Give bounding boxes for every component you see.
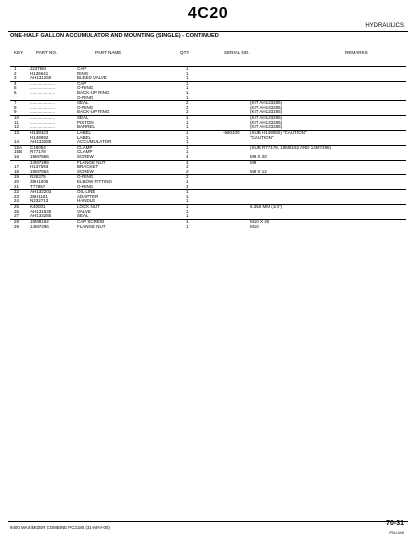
row-part-name: BARREL xyxy=(77,124,96,130)
row-part-name: FLANGE NUT xyxy=(77,159,106,165)
row-key: 2 xyxy=(14,70,17,76)
row-remarks: (SUB R77178, 19M8162 AND 14M7296) xyxy=(250,144,332,150)
parts-table xyxy=(10,66,406,229)
row-part-no: 14M7296 xyxy=(30,223,49,229)
row-key: 6 xyxy=(14,90,17,96)
row-part-name: O-RING xyxy=(77,174,94,180)
row-part-name: SEAL xyxy=(77,213,89,219)
row-part-name: CLAMP xyxy=(77,144,93,150)
row-part-no: AH131535 xyxy=(30,208,52,214)
row-key: 24 xyxy=(14,198,20,204)
row-qty: 1 xyxy=(186,90,189,96)
row-key: 12 xyxy=(14,124,20,130)
row-part-name: BACK-UP RING xyxy=(77,90,110,96)
row-part-name: SCREW xyxy=(77,168,94,174)
column-header-remarks: REMARKS xyxy=(345,50,368,55)
row-part-name: LABEL xyxy=(77,134,92,140)
row-part-no: .................... xyxy=(30,115,56,121)
row-qty: 1 xyxy=(186,179,189,185)
row-part-name: RING xyxy=(77,70,89,76)
row-part-no: .................... xyxy=(30,124,56,130)
row-qty: 1 xyxy=(186,208,189,214)
column-header-part-no: PART NO. xyxy=(36,50,58,55)
row-qty: 4 xyxy=(186,153,189,159)
page-title: 4C20 xyxy=(187,5,229,22)
row-qty: 1 xyxy=(186,119,189,125)
row-part-no: .................... xyxy=(30,100,56,106)
row-qty: 1 xyxy=(186,144,189,150)
row-key: 23 xyxy=(14,193,20,199)
row-key: 4 xyxy=(14,80,17,86)
row-key: 28 xyxy=(14,218,20,224)
row-qty: 2 xyxy=(186,100,189,106)
row-part-name: SEAL xyxy=(77,115,89,121)
row-qty: 1 xyxy=(186,80,189,86)
row-part-name: CLAMP xyxy=(77,149,93,155)
row-qty: 1 xyxy=(186,75,189,81)
row-key: 20 xyxy=(14,179,20,185)
row-key: 7 xyxy=(14,100,17,106)
row-part-name: PISTON xyxy=(77,119,94,125)
row-key: 15A xyxy=(14,144,23,150)
row-part-name: LOCK NUT xyxy=(77,204,100,210)
header-divider xyxy=(8,31,408,32)
row-key: 9 xyxy=(14,109,17,115)
row-qty: 1 xyxy=(186,129,189,135)
row-qty: 1 xyxy=(186,139,189,145)
row-key: 3 xyxy=(14,75,17,81)
row-qty: 1 xyxy=(186,223,189,229)
row-part-name: FLANGE NUT xyxy=(77,223,106,229)
row-part-name: O-RING xyxy=(77,85,94,91)
row-part-name: BACK-UP RING xyxy=(77,109,110,115)
row-part-name: CAP xyxy=(77,80,87,86)
row-part-no: .................... xyxy=(30,104,56,110)
row-part-no: H137593 xyxy=(30,164,49,170)
row-part-no: 38H1005 xyxy=(30,179,49,185)
row-part-no: .................... xyxy=(30,85,56,91)
row-qty: 1 xyxy=(186,70,189,76)
row-key: 27 xyxy=(14,213,20,219)
table-row xyxy=(10,225,406,230)
row-part-name: CAP SCREW xyxy=(77,218,105,224)
row-part-no: .................... xyxy=(30,119,56,125)
row-part-no: AH133285 xyxy=(30,139,52,145)
row-part-name: HANDLE xyxy=(77,198,96,204)
row-key: 8 xyxy=(14,104,17,110)
row-qty: 4 xyxy=(186,159,189,165)
row-qty: 1 xyxy=(186,218,189,224)
row-qty: 1 xyxy=(186,94,189,100)
row-part-name: VALVE xyxy=(77,208,91,214)
row-part-name: ACCUMULATOR xyxy=(77,139,112,145)
row-qty: 2 xyxy=(186,183,189,189)
row-qty: 1 xyxy=(186,213,189,219)
row-key: 13 xyxy=(14,129,20,135)
footer-publication: 9400 MAXIMIZER COMBINE PC2180 (31-MAY-00) xyxy=(10,525,110,530)
row-part-no: .................... xyxy=(30,109,56,115)
row-qty: 1 xyxy=(186,134,189,140)
row-qty: 1 xyxy=(186,189,189,195)
row-part-name: CAP xyxy=(77,66,87,71)
row-part-no: C16054 xyxy=(30,144,46,150)
row-key: 29 xyxy=(14,223,20,229)
row-remarks: (KIT AH133285) xyxy=(250,100,283,106)
row-part-name: ADAPTER xyxy=(77,193,99,199)
row-key: 14 xyxy=(14,139,20,145)
row-key: 1 xyxy=(14,66,17,71)
row-part-no: J2375M xyxy=(30,66,47,71)
row-part-no: AH133285 xyxy=(30,213,52,219)
row-remarks: (KIT AH133285) xyxy=(250,124,283,130)
row-remarks: M8 X 12 xyxy=(250,168,267,174)
row-part-no: N232713 xyxy=(30,198,49,204)
footer-divider xyxy=(8,521,408,522)
row-remarks: (KIT AH133285) xyxy=(250,104,283,110)
row-part-no: .................... xyxy=(30,80,56,86)
row-part-no: R77178 xyxy=(30,149,46,155)
row-key: 5 xyxy=(14,85,17,91)
row-qty: 2 xyxy=(186,174,189,180)
row-part-name: BLEED VALVE xyxy=(77,75,107,81)
row-part-name: SCREW xyxy=(77,153,94,159)
row-qty: 1 xyxy=(186,198,189,204)
row-part-name: SEAL xyxy=(77,100,89,106)
row-remarks: M8 X 20 xyxy=(250,153,267,159)
row-part-no: 19M7864 xyxy=(30,168,49,174)
row-part-no: AH131250 xyxy=(30,75,52,81)
row-remarks: 6.350 MM (1/4") xyxy=(250,204,283,210)
column-header-serial-no: SERIAL NO. xyxy=(224,50,250,55)
column-header-part-name: PART NAME xyxy=(95,50,122,55)
row-qty: 1 xyxy=(186,66,189,71)
row-key: 19 xyxy=(14,174,20,180)
row-qty: 2 xyxy=(186,168,189,174)
row-part-name: O-RING xyxy=(77,183,94,189)
row-part-no: AH132203 xyxy=(30,189,52,195)
row-key: 10 xyxy=(14,115,20,121)
row-part-no: H138423 xyxy=(30,129,49,135)
row-part-name: ELBOW FITTING xyxy=(77,179,113,185)
row-qty: 2 xyxy=(186,109,189,115)
row-part-no: H149092 xyxy=(30,134,49,140)
row-qty: 1 xyxy=(186,164,189,170)
row-part-name: LABEL xyxy=(77,129,92,135)
row-part-name: O-RING xyxy=(77,94,94,100)
row-qty: 1 xyxy=(186,85,189,91)
row-key: 18 xyxy=(14,168,20,174)
row-remarks: (KIT AH133285) xyxy=(250,119,283,125)
page-subtitle: ONE-HALF GALLON ACCUMULATOR AND MOUNTING (SINGLE) - CONTINUED xyxy=(10,33,219,39)
row-part-name: BRACKET xyxy=(77,164,99,170)
row-qty: 1 xyxy=(186,193,189,199)
row-qty: 1 xyxy=(186,124,189,130)
row-key: 11 xyxy=(14,119,19,125)
row-part-no: 19M7866 xyxy=(30,153,49,159)
row-part-no: T77857 xyxy=(30,183,46,189)
row-part-name: OIL LINE xyxy=(77,189,96,195)
row-qty: 2 xyxy=(186,104,189,110)
row-remarks: M10 X 40 xyxy=(250,218,270,224)
row-remarks: (KIT AH133285) xyxy=(250,109,283,115)
row-remarks: (KIT AH133285) xyxy=(250,115,283,121)
row-remarks: M8 xyxy=(250,159,257,165)
row-key: 17 xyxy=(14,164,20,170)
row-key: 16 xyxy=(14,153,20,159)
row-serial-no: -680100 xyxy=(223,129,240,135)
row-part-no: 14M7298 xyxy=(30,159,49,165)
column-header-key: KEY xyxy=(14,50,24,55)
page-number: 70-31 xyxy=(386,520,404,527)
footer-code: PN=349 xyxy=(389,530,404,535)
row-part-no: .................... xyxy=(30,90,56,96)
row-remarks: "CAUTION" xyxy=(250,134,274,140)
row-qty: 1 xyxy=(186,149,189,155)
row-part-no: 38H1161 xyxy=(30,193,48,199)
column-header-row xyxy=(10,50,406,58)
row-part-no: R26375 xyxy=(30,174,46,180)
row-key: 15B xyxy=(14,149,23,155)
row-key: 22 xyxy=(14,189,20,195)
row-key: 26 xyxy=(14,208,20,214)
row-remarks: (SUB H149092) "CAUTION" xyxy=(250,129,307,135)
row-key: 21 xyxy=(14,183,20,189)
column-header-qty: QTY xyxy=(180,50,190,55)
row-remarks: M10 xyxy=(250,223,259,229)
row-part-no: 19M8162 xyxy=(30,218,49,224)
row-part-no: K40001 xyxy=(30,204,46,210)
section-label: HYDRAULICS xyxy=(365,23,404,29)
row-part-no: H135641 xyxy=(30,70,49,76)
row-qty: 1 xyxy=(186,204,189,210)
row-qty: 1 xyxy=(186,115,189,121)
row-part-name: O-RING xyxy=(77,104,94,110)
row-key: 25 xyxy=(14,204,20,210)
